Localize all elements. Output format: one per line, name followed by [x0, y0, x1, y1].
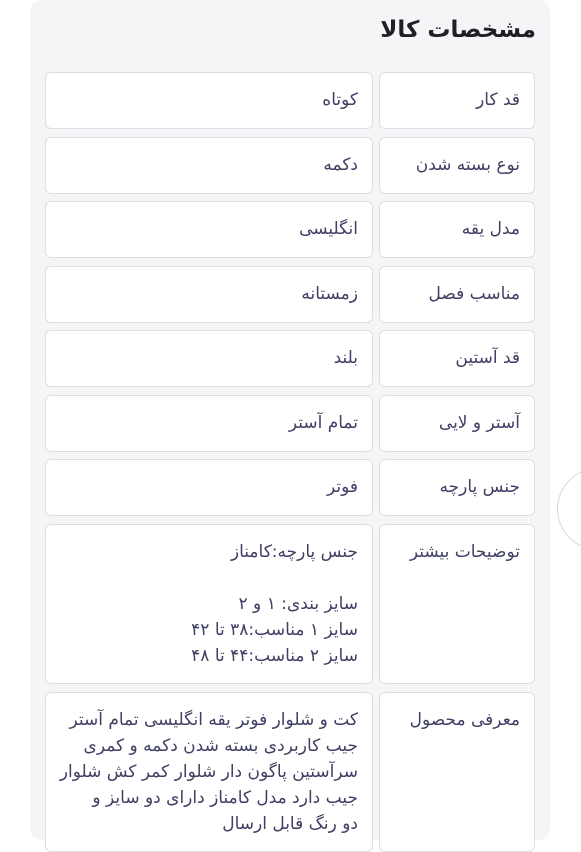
spec-label: نوع بسته شدن: [379, 137, 535, 194]
spec-row: [45, 72, 535, 129]
spec-label: آستر و لایی: [379, 395, 535, 452]
spec-label: مناسب فصل: [379, 266, 535, 323]
product-intro-row: [45, 692, 535, 852]
product-intro-label: معرفی محصول: [379, 692, 535, 852]
spec-row: [45, 330, 535, 387]
spec-value: کوتاه: [45, 72, 373, 129]
product-intro-line: جیب دارد مدل کامناز دارای دو سایز و: [92, 788, 358, 808]
spec-value: انگلیسی: [45, 201, 373, 258]
spec-value: تمام آستر: [45, 395, 373, 452]
spec-row: [45, 459, 535, 516]
spec-value: زمستانه: [45, 266, 373, 323]
more-info-line: سایز بندی: ۱ و ۲: [238, 594, 358, 614]
spec-row: [45, 201, 535, 258]
product-intro-value: [45, 692, 373, 852]
more-info-line: سایز ۲ مناسب:۴۴ تا ۴۸: [191, 646, 358, 666]
spec-label: قد آستین: [379, 330, 535, 387]
product-intro-line: دو رنگ قابل ارسال: [222, 814, 358, 834]
product-intro-line: سرآستین پاگون دار شلوار کمر کش شلوار: [59, 762, 358, 782]
more-info-line: جنس پارچه:کامناز: [230, 542, 358, 562]
spec-row: [45, 266, 535, 323]
product-specs-panel: [30, 0, 550, 840]
spec-value: فوتر: [45, 459, 373, 516]
more-info-value: [45, 524, 373, 684]
spec-value: بلند: [45, 330, 373, 387]
product-intro-line: جیب کاربردی بسته شدن دکمه و کمری: [83, 736, 358, 756]
more-info-line: سایز ۱ مناسب:۳۸ تا ۴۲: [191, 620, 358, 640]
spec-label: مدل یقه: [379, 201, 535, 258]
more-info-row: [45, 524, 535, 684]
spec-label: جنس پارچه: [379, 459, 535, 516]
section-title: مشخصات کالا: [380, 17, 536, 43]
spec-row: [45, 137, 535, 194]
more-info-label: توضیحات بیشتر: [379, 524, 535, 684]
product-intro-line: کت و شلوار فوتر یقه انگلیسی تمام آستر: [69, 710, 358, 730]
spec-label: قد کار: [379, 72, 535, 129]
spec-value: دکمه: [45, 137, 373, 194]
spec-row: [45, 395, 535, 452]
scroll-to-top-button[interactable]: [557, 468, 581, 550]
